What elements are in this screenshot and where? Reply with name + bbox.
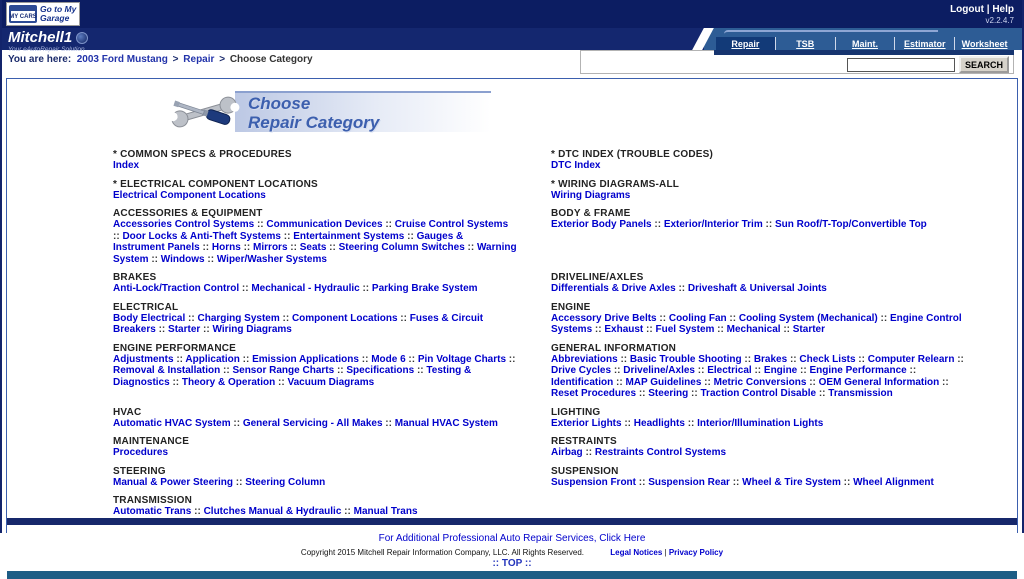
category-link[interactable]: Airbag [551, 447, 583, 458]
category-link[interactable]: Engine [763, 365, 798, 376]
tab-zone [704, 28, 1022, 50]
category-section [551, 495, 969, 518]
link-separator: :: [199, 242, 212, 253]
link-separator: :: [404, 230, 417, 242]
page-banner [7, 87, 1017, 137]
category-section [113, 495, 527, 518]
category-link[interactable]: Emission Applications [252, 353, 359, 365]
link-separator: :: [855, 353, 868, 365]
category-link[interactable]: Sun Roof/T-Top/Convertible Top [774, 219, 927, 230]
link-separator: :: [701, 376, 714, 388]
category-link[interactable]: Mechanical - Hydraulic [251, 283, 360, 294]
link-separator: :: [751, 365, 764, 376]
version-label: v2.2.4.7 [985, 16, 1014, 25]
category-link[interactable]: Windows [160, 253, 205, 265]
category-link[interactable]: Accessories Control Systems [113, 219, 255, 230]
back-to-top-link[interactable]: :: TOP :: [492, 557, 532, 569]
main-content [6, 78, 1018, 569]
breadcrumb-current: Choose Category [229, 54, 313, 65]
link-separator: :: [405, 353, 418, 365]
category-link[interactable]: Mirrors [253, 242, 288, 253]
license-plate-icon [9, 5, 37, 23]
category-links [113, 219, 517, 265]
tab-tsb[interactable]: TSB [775, 37, 835, 50]
link-separator: :: [220, 365, 233, 376]
link-separator: :: [582, 447, 595, 458]
category-heading: * ELECTRICAL COMPONENT LOCATIONS [113, 178, 318, 190]
category-link[interactable]: Gauges & Instrument Panels [113, 230, 464, 253]
category-links [113, 477, 517, 489]
category-link[interactable]: Mechanical [726, 324, 781, 335]
category-link[interactable]: Transmission [828, 388, 893, 399]
category-links [113, 313, 517, 336]
link-separator: :: [148, 253, 161, 265]
category-section [551, 466, 969, 489]
category-link[interactable]: Charging System [197, 312, 280, 324]
category-link[interactable]: Anti-Lock/Traction Control [113, 283, 240, 294]
category-heading: * DTC INDEX (TROUBLE CODES) [551, 149, 714, 160]
search-button[interactable]: SEARCH [959, 56, 1009, 73]
category-heading: * COMMON SPECS & PROCEDURES [113, 149, 292, 160]
category-link[interactable]: Application [185, 353, 240, 365]
link-separator: :: [787, 353, 800, 365]
link-separator: :: [939, 376, 949, 388]
category-link[interactable]: Horns [211, 242, 241, 253]
footer-promo-link[interactable]: For Additional Professional Auto Repair Services, Click Here [378, 532, 646, 544]
category-link[interactable]: OEM General Information [818, 376, 940, 388]
category-link[interactable]: Metric Conversions [713, 376, 807, 388]
category-link[interactable]: Wheel & Tire System [742, 476, 841, 488]
category-link[interactable]: Manual HVAC System [394, 417, 498, 429]
copyright-text: Copyright 2015 Mitchell Repair Information Company, LLC. All Rights Reserved. [300, 547, 585, 557]
category-heading: GENERAL INFORMATION [551, 342, 677, 354]
category-link[interactable]: Identification [551, 376, 614, 388]
link-separator: :: [239, 353, 253, 365]
link-separator: :: [464, 242, 477, 253]
link-separator: :: [230, 417, 243, 429]
link-separator: :: [382, 417, 395, 429]
link-separator: :: [906, 365, 917, 376]
category-section [113, 343, 527, 400]
link-separator: :: [726, 312, 739, 324]
category-links [551, 219, 969, 231]
category-link[interactable]: Parking Brake System [371, 283, 478, 294]
logo-bar [2, 28, 1022, 53]
category-links [551, 447, 969, 459]
link-separator: :: [741, 353, 754, 365]
category-link[interactable]: Steering Column [245, 476, 326, 488]
category-link[interactable]: Driveline/Axles [623, 365, 695, 376]
category-link[interactable]: Check Lists [799, 353, 856, 365]
privacy-policy-link[interactable]: Privacy Policy [668, 547, 724, 557]
footer-link-divider: | [664, 547, 667, 557]
category-link[interactable]: Basic Trouble Shooting [629, 353, 742, 365]
category-link[interactable]: Pin Voltage Charts [417, 353, 507, 365]
category-heading: ENGINE PERFORMANCE [113, 342, 237, 354]
link-separator: :: [382, 219, 395, 230]
category-link[interactable]: Wheel Alignment [853, 476, 934, 488]
category-link[interactable]: Adjustments [113, 353, 174, 365]
link-separator: :: [239, 283, 252, 294]
category-link[interactable]: Traction Control Disable [700, 388, 817, 399]
footer-teal-bar [7, 571, 1017, 579]
link-separator: :: [200, 324, 213, 335]
category-heading: LIGHTING [551, 406, 601, 418]
link-separator: :: [173, 353, 186, 365]
footer [7, 525, 1017, 571]
category-links [551, 190, 969, 202]
tab-repair[interactable]: Repair [716, 37, 775, 50]
category-link[interactable]: Abbreviations [551, 353, 618, 365]
category-link[interactable]: Starter [792, 324, 826, 335]
logo-tagline: Your eAutoRepair Solution [8, 46, 85, 53]
category-link[interactable]: Manual & Power Steering [113, 476, 234, 488]
category-link[interactable]: Component Locations [291, 312, 398, 324]
category-section [551, 436, 969, 459]
category-heading: BODY & FRAME [551, 208, 631, 219]
link-separator: :: [675, 283, 688, 294]
link-separator: :: [185, 312, 198, 324]
license-plate-text: MY CARS [9, 14, 37, 20]
category-heading: ACCESSORIES & EQUIPMENT [113, 208, 263, 219]
link-separator: :: [816, 388, 829, 399]
category-links [113, 506, 517, 518]
category-heading: HVAC [113, 406, 142, 418]
category-link[interactable]: Cooling Fan [668, 312, 727, 324]
breadcrumb-separator: > [219, 54, 226, 65]
category-heading: TRANSMISSION [113, 495, 193, 506]
category-section [551, 208, 969, 265]
category-link[interactable]: Theory & Operation [181, 376, 276, 388]
link-separator: :: [326, 242, 339, 253]
link-separator: :: [240, 242, 254, 253]
category-links [113, 190, 517, 202]
search-input[interactable] [847, 58, 955, 72]
top-bar-right [950, 4, 1014, 25]
category-section [113, 407, 527, 430]
link-separator: :: [694, 365, 708, 376]
category-link[interactable]: Automatic Trans [113, 506, 192, 517]
tab-slash-decoration [692, 28, 714, 50]
mitchell1-logo [8, 29, 88, 53]
category-link[interactable]: Headlights [633, 417, 685, 429]
link-separator: :: [729, 476, 743, 488]
link-separator: :: [636, 476, 649, 488]
link-separator: :: [281, 230, 294, 242]
breadcrumb-prefix: You are here: [8, 54, 72, 65]
category-link[interactable]: Vacuum Diagrams [287, 376, 375, 388]
breadcrumb-separator: > [172, 54, 179, 65]
link-separator: :: [688, 388, 701, 399]
category-link[interactable]: Wiring Diagrams [212, 324, 292, 335]
tab-worksheet[interactable]: Worksheet [954, 37, 1014, 50]
link-separator: :: [275, 376, 288, 388]
legal-notices-link[interactable]: Legal Notices [610, 547, 663, 557]
category-section [551, 149, 969, 172]
link-separator: :: [397, 312, 410, 324]
category-link[interactable]: Suspension Front [551, 476, 636, 488]
category-link[interactable]: Restraints Control Systems [594, 447, 727, 458]
category-links [551, 160, 969, 172]
link-separator: :: [506, 353, 516, 365]
logo-globe-icon [76, 32, 88, 44]
category-link[interactable]: Electrical [707, 365, 752, 376]
category-section [113, 466, 527, 489]
tab-curve-decoration [724, 30, 938, 34]
category-heading: BRAKES [113, 272, 157, 283]
category-link[interactable]: Manual Trans [353, 506, 418, 517]
top-links-divider: | [986, 4, 990, 15]
link-separator: :: [636, 388, 649, 399]
link-separator: :: [254, 219, 267, 230]
link-separator: :: [954, 353, 964, 365]
category-heading: ELECTRICAL [113, 301, 179, 313]
category-link[interactable]: Suspension Rear [648, 476, 730, 488]
link-separator: :: [684, 417, 698, 429]
category-links [551, 477, 969, 489]
link-separator: :: [113, 230, 123, 242]
breadcrumb-repair-link[interactable]: Repair [183, 54, 215, 65]
category-section [113, 272, 527, 295]
link-separator: :: [656, 312, 669, 324]
category-link[interactable]: Exterior Body Panels [551, 219, 652, 230]
category-link[interactable]: Computer Relearn [867, 353, 955, 365]
category-link[interactable]: Fuel System [655, 324, 715, 335]
link-separator: :: [414, 365, 427, 376]
category-links [551, 418, 969, 430]
category-link[interactable]: Interior/Illumination Lights [697, 417, 824, 429]
link-separator: :: [341, 506, 354, 517]
category-heading: SUSPENSION [551, 465, 619, 477]
category-link[interactable]: Exhaust [604, 324, 644, 335]
category-link[interactable]: Fuses & Circuit Breakers [113, 312, 484, 335]
category-links [113, 447, 517, 459]
nav-tabs [716, 37, 1014, 50]
link-separator: :: [806, 376, 819, 388]
link-separator: :: [169, 376, 182, 388]
category-link[interactable]: Drive Cycles [551, 365, 612, 376]
category-section [113, 208, 527, 265]
link-separator: :: [279, 312, 292, 324]
category-link[interactable]: Reset Procedures [551, 388, 637, 399]
category-heading: * WIRING DIAGRAMS-ALL [551, 178, 680, 190]
category-link[interactable]: Differentials & Drive Axles [551, 283, 676, 294]
category-section [551, 343, 969, 400]
category-link[interactable]: Accessory Drive Belts [551, 312, 657, 324]
category-link[interactable]: General Servicing - All Makes [242, 417, 383, 429]
footer-navy-bar [7, 518, 1017, 525]
help-link[interactable]: Help [992, 4, 1014, 15]
link-separator: :: [155, 324, 169, 335]
top-bar [2, 0, 1022, 28]
link-separator: :: [592, 324, 605, 335]
category-link[interactable]: Mode 6 [371, 353, 406, 365]
link-separator: :: [762, 219, 775, 230]
category-heading: ENGINE [551, 301, 591, 313]
breadcrumb-vehicle-link[interactable]: 2003 Ford Mustang [76, 54, 168, 65]
category-link[interactable]: Exterior/Interior Trim [663, 219, 763, 230]
category-link[interactable]: Entertainment Systems [293, 230, 405, 242]
category-link[interactable]: Cooling System (Mechanical) [738, 312, 878, 324]
category-link[interactable]: Steering [648, 388, 689, 399]
category-links [113, 283, 517, 295]
category-link[interactable]: Seats [299, 242, 327, 253]
logout-link[interactable]: Logout [950, 4, 984, 15]
go-to-my-garage-label: Go to My Garage [40, 4, 77, 23]
category-links [551, 354, 969, 400]
category-link[interactable]: Communication Devices [266, 219, 383, 230]
category-heading: RESTRAINTS [551, 436, 617, 447]
logo-text: Mitchell1 [8, 29, 73, 46]
category-link[interactable]: Door Locks & Anti-Theft Systems [122, 230, 281, 242]
tab-estimator[interactable]: Estimator [894, 37, 954, 50]
category-links [113, 160, 517, 172]
category-link[interactable]: Steering Column Switches [338, 242, 465, 253]
category-link[interactable]: Brakes [753, 353, 788, 365]
link-separator: :: [651, 219, 664, 230]
crossed-tools-icon [167, 88, 241, 136]
category-section [113, 179, 527, 202]
category-link[interactable]: Exterior Lights [551, 417, 622, 429]
category-section [113, 302, 527, 336]
category-heading: DRIVELINE/AXLES [551, 272, 644, 283]
tab-understrip [714, 50, 1014, 55]
link-separator: :: [643, 324, 656, 335]
category-section [551, 407, 969, 430]
link-separator: :: [613, 376, 626, 388]
category-link[interactable]: Starter [168, 324, 201, 335]
category-link[interactable]: Body Electrical [113, 312, 186, 324]
link-separator: :: [204, 253, 217, 265]
link-separator: :: [358, 353, 372, 365]
category-link[interactable]: Electrical Component Locations [113, 189, 266, 201]
category-link[interactable]: DTC Index [551, 160, 601, 171]
category-link[interactable]: Automatic HVAC System [113, 417, 231, 429]
link-separator: :: [877, 312, 890, 324]
link-separator: :: [334, 365, 347, 376]
license-plate-band [11, 7, 35, 11]
link-separator: :: [840, 476, 854, 488]
category-section [551, 302, 969, 336]
link-separator: :: [780, 324, 793, 335]
category-link[interactable]: Wiper/Washer Systems [216, 253, 327, 265]
category-link[interactable]: Specifications [346, 365, 415, 376]
category-link[interactable]: Removal & Installation [113, 365, 221, 376]
go-to-my-garage-button[interactable] [6, 2, 80, 26]
category-section [113, 149, 527, 172]
category-section [551, 272, 969, 295]
link-separator: :: [233, 476, 246, 488]
category-heading: MAINTENANCE [113, 436, 190, 447]
category-link[interactable]: Engine Performance [809, 365, 907, 376]
category-section [113, 436, 527, 459]
category-link[interactable]: Warning System [113, 242, 517, 265]
category-link[interactable]: Testing & Diagnostics [113, 365, 472, 388]
link-separator: :: [617, 353, 630, 365]
link-separator: :: [359, 283, 372, 294]
category-links [551, 313, 969, 336]
category-links [551, 283, 969, 295]
category-section [551, 179, 969, 202]
category-link[interactable]: Wiring Diagrams [551, 189, 631, 201]
link-separator: :: [714, 324, 727, 335]
category-link[interactable]: Driveshaft & Universal Joints [687, 283, 827, 294]
link-separator: :: [621, 417, 634, 429]
category-link[interactable]: Clutches Manual & Hydraulic [203, 506, 342, 517]
page-title: Choose Repair Category [248, 94, 380, 132]
tab-maint[interactable]: Maint. [835, 37, 895, 50]
category-link[interactable]: MAP Guidelines [625, 376, 702, 388]
category-grid [7, 137, 1017, 518]
category-links [113, 354, 517, 389]
link-separator: :: [287, 242, 300, 253]
category-link[interactable]: Procedures [113, 447, 169, 458]
link-separator: :: [797, 365, 810, 376]
link-separator: :: [611, 365, 624, 376]
breadcrumb [8, 54, 313, 65]
link-separator: :: [191, 506, 204, 517]
category-link[interactable]: Index [113, 160, 140, 171]
category-link[interactable]: Sensor Range Charts [232, 365, 335, 376]
category-heading: STEERING [113, 465, 166, 477]
category-link[interactable]: Engine Control Systems [551, 312, 962, 335]
category-link[interactable]: Cruise Control Systems [394, 219, 509, 230]
category-links [113, 418, 517, 430]
